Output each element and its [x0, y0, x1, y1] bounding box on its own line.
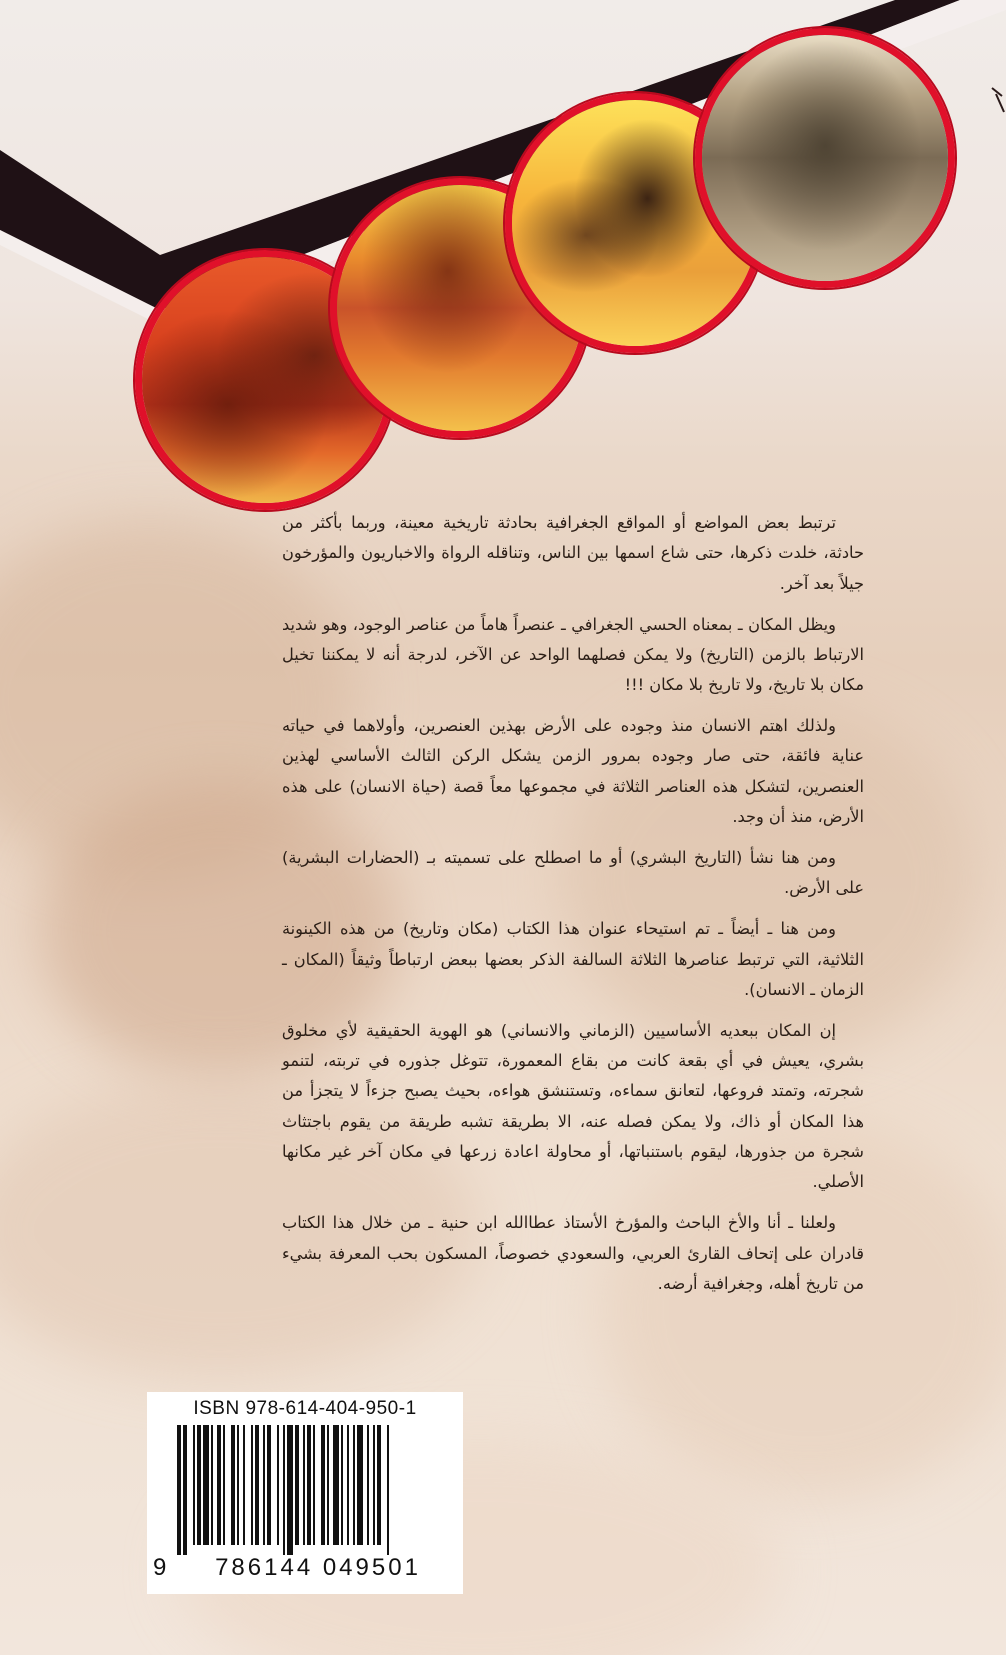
paragraph: ولعلنا ـ أنا والأخ الباحث والمؤرخ الأستاذ عطاالله ابن حنية ـ من خلال هذا الكتاب قادران على إتحاف القارئ العربي، والسعودي خصوصاً، المسكون بحب المعرفة بشيء من تاريخ أهله، وجغرافية أرضه.: [282, 1213, 864, 1293]
barcode-bar: [203, 1425, 209, 1545]
barcode-bar: [243, 1425, 245, 1545]
barcode-bar: [197, 1425, 201, 1545]
barcode-bar: [367, 1425, 369, 1545]
barcode-bar: [183, 1425, 187, 1555]
barcode-bar: [295, 1425, 299, 1545]
barcode-bar: [217, 1425, 221, 1545]
paragraph: ولذلك اهتم الانسان منذ وجوده على الأرض بهذين العنصرين، وأولاهما في حياته عناية فائقة، حتى صار وجوده بمرور الزمن يشكل الركن الثالث الأساسي لهذين العنصرين، لتشكل هذه العناصر الثلاثة في مجموعها معاً قصة (حياة الانسان) على هذه الأرض، منذ أن وجد.: [282, 716, 864, 827]
barcode-bar: [277, 1425, 279, 1545]
barcode-bar: [377, 1425, 381, 1545]
barcode-bar: [341, 1425, 343, 1545]
barcode-bar: [303, 1425, 305, 1545]
barcode-bar: [347, 1425, 349, 1545]
isbn-first-digit: 9: [153, 1554, 167, 1581]
barcode-bar: [177, 1425, 181, 1555]
barcode-bar: [327, 1425, 329, 1545]
paragraph: ويظل المكان ـ بمعناه الحسي الجغرافي ـ عنصراً هاماً من عناصر الوجود، وهو شديد الارتباط بالزمن (التاريخ) ولا يمكن فصلهما الواحد عن الآخر، لدرجة أنه لا يمكننا تخيل مكان بلا تاريخ، ولا تاريخ بلا مكان !!!: [282, 614, 864, 695]
barcode-bar: [333, 1425, 339, 1545]
barcode-bar: [267, 1425, 271, 1545]
paragraph: ترتبط بعض المواضع أو المواقع الجغرافية بحادثة تاريخية معينة، وربما بأكثر من حادثة، خلدت ذكرها، حتى شاع اسمها بين الناس، وتناقله الرواة والاخباريون والمؤرخون جيلاً بعد آخر.: [282, 513, 864, 593]
barcode-bar: [387, 1425, 389, 1555]
barcode-bar: [263, 1425, 265, 1545]
barcode-bar: [353, 1425, 355, 1545]
photo-grey-mountain-image: [702, 35, 948, 281]
barcode-bar: [321, 1425, 325, 1545]
synopsis-text: [282, 508, 864, 1310]
photo-grey-mountain: [695, 28, 955, 288]
barcode-bar: [231, 1425, 235, 1545]
paragraph: ومن هنا ـ أيضاً ـ تم استيحاء عنوان هذا الكتاب (مكان وتاريخ) من هذه الكينونة الثلاثية، التي ترتبط عناصرها الثلاثة السالفة الذكر بعضها ببعض ارتباطاً وثيقاً (المكان ـ الزمان ـ الانسان).: [282, 919, 864, 999]
isbn-barcode: [147, 1392, 463, 1594]
paragraph: ومن هنا نشأ (التاريخ البشري) أو ما اصطلح على تسميته بـ (الحضارات البشرية) على الأرض.: [282, 848, 864, 898]
barcode-bar: [255, 1425, 259, 1545]
barcode-bar: [193, 1425, 195, 1545]
barcode-bar: [373, 1425, 375, 1545]
barcode-bar: [211, 1425, 213, 1545]
barcode-bar: [307, 1425, 311, 1545]
isbn-digits: 786144 049501: [215, 1554, 421, 1581]
barcode-bar: [313, 1425, 315, 1545]
isbn-label: ISBN 978-614-404-950-1: [193, 1398, 417, 1419]
barcode-bar: [251, 1425, 253, 1545]
barcode-bar: [237, 1425, 239, 1545]
paragraph: إن المكان ببعديه الأساسيين (الزماني والانساني) هو الهوية الحقيقية لأي مخلوق بشري، يعيش في أي بقعة كانت من بقاع المعمورة، تتوغل جذوره في تربته، لتنمو شجرته، وتمتد فروعها، لتعانق سماءه، وتستنشق هواءه، بحيث يصبح جزءاً لا يتجزأ من هذا المكان أو ذاك، ولا يمكن فصله عنه، الا بطريقة تشبه طريقة من يقوم باجتثاث شجرة من جذورها، ليقوم باستنباتها، أو محاولة اعادة زرعها في مكان آخر غير مكانها الأصلي.: [282, 1020, 864, 1192]
corner-mark: [992, 88, 1004, 112]
barcode-bar: [223, 1425, 225, 1545]
barcode-bar: [287, 1425, 293, 1555]
barcode-bar: [283, 1425, 285, 1555]
barcode-bar: [357, 1425, 363, 1545]
barcode-bars: [177, 1425, 439, 1555]
